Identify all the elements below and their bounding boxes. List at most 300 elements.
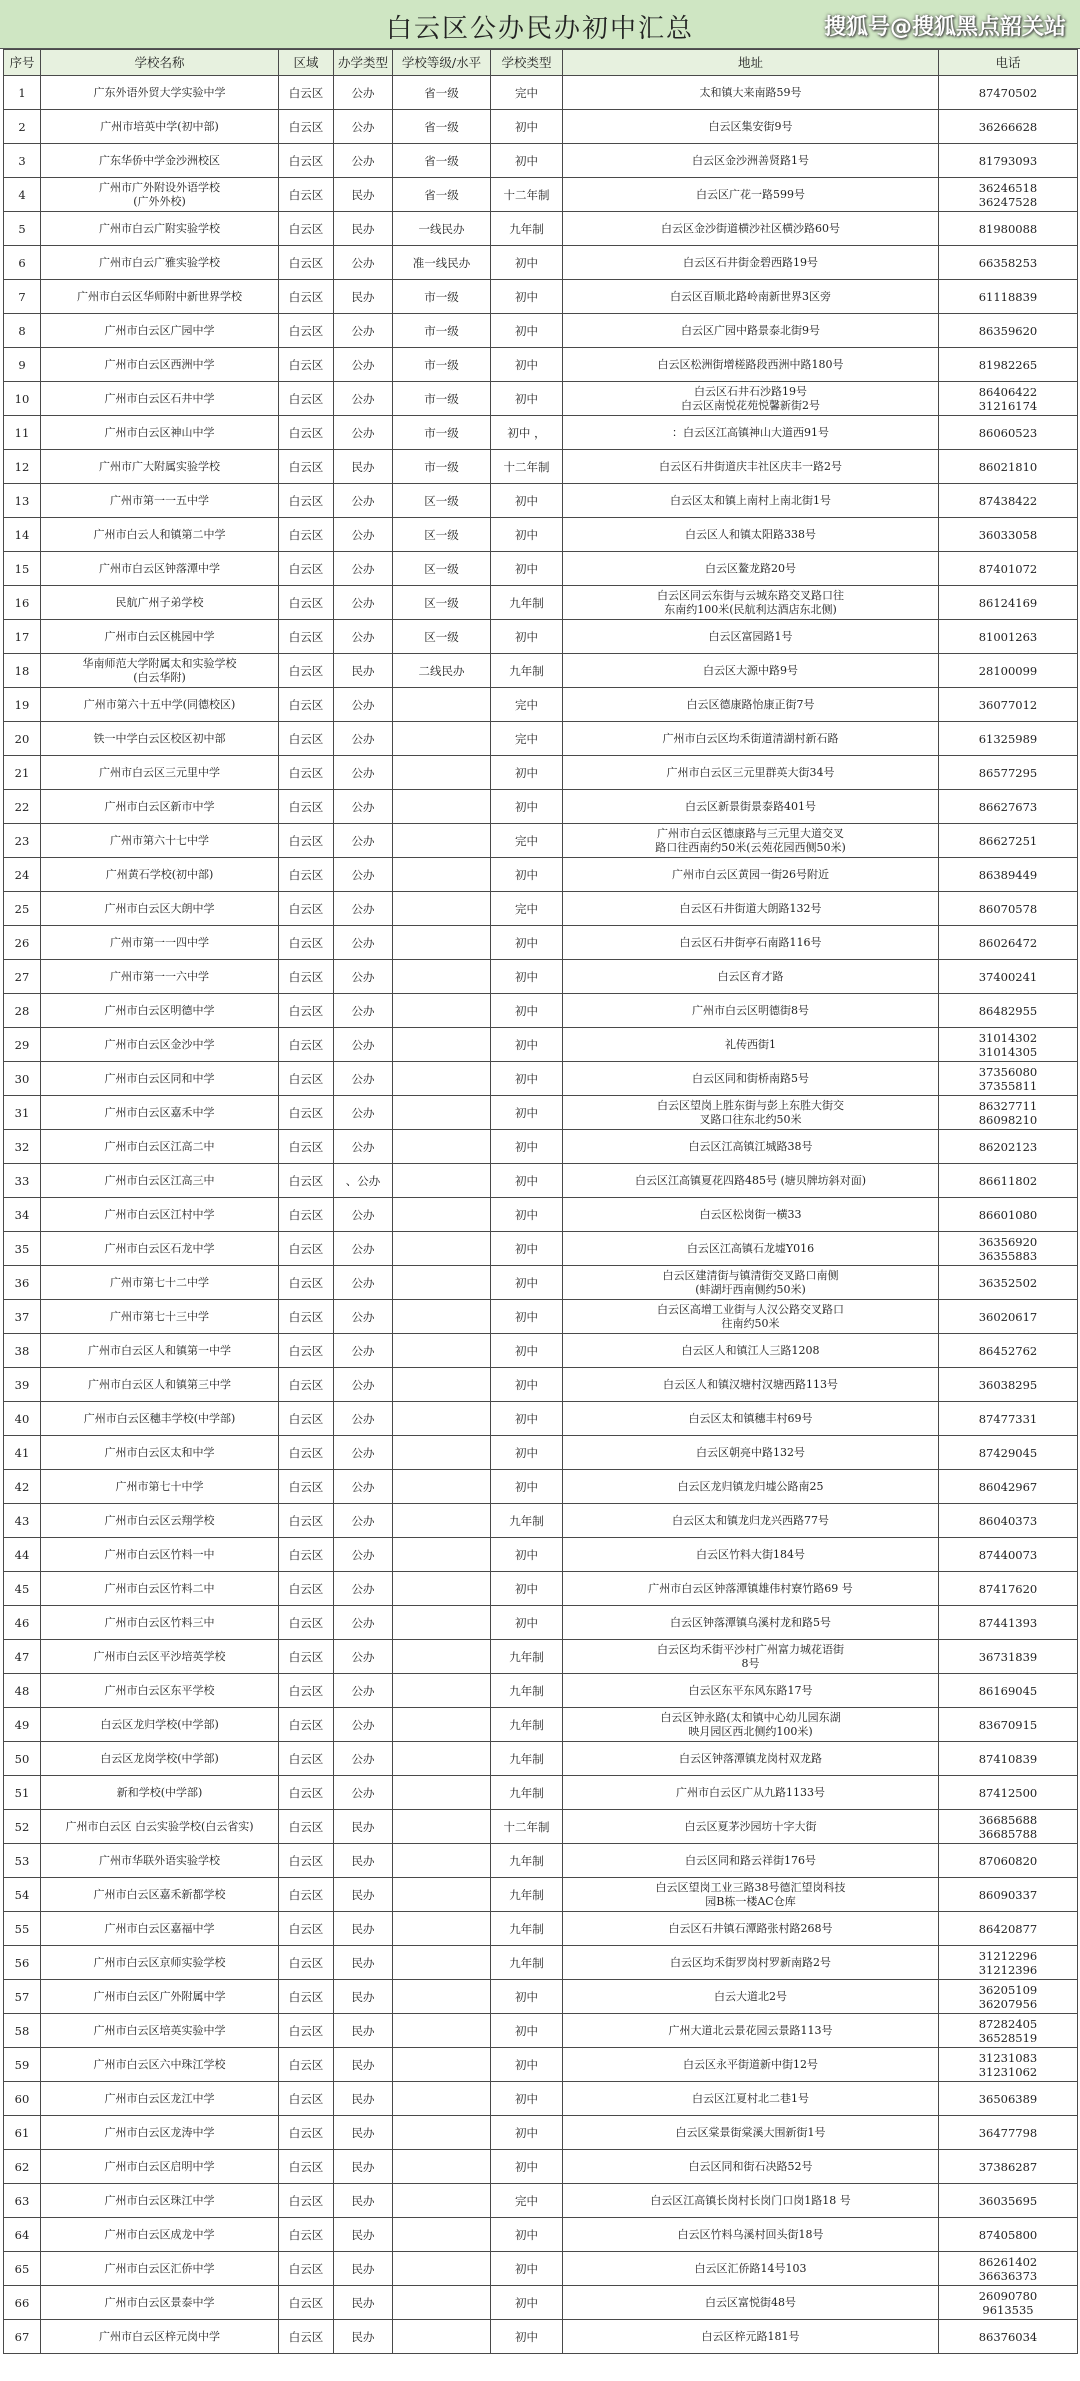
school-level: 市一级 xyxy=(393,348,491,382)
school-level: 市一级 xyxy=(393,450,491,484)
school-level xyxy=(393,960,491,994)
table-row xyxy=(4,1504,1078,1538)
row-index: 33 xyxy=(4,1164,41,1198)
row-index: 20 xyxy=(4,722,41,756)
row-index: 46 xyxy=(4,1606,41,1640)
school-type: 初中 xyxy=(491,1470,563,1504)
school-level xyxy=(393,2218,491,2252)
row-index: 25 xyxy=(4,892,41,926)
address: 白云区人和镇太阳路338号 xyxy=(563,518,939,552)
operation-type: 民办 xyxy=(334,2320,393,2354)
phone: 81982265 xyxy=(939,348,1078,382)
table-row xyxy=(4,2116,1078,2150)
school-type: 初中 xyxy=(491,1130,563,1164)
school-name: 广州市白云区江高二中 xyxy=(41,1130,279,1164)
table-row xyxy=(4,382,1078,416)
school-name: 广州市白云区金沙中学 xyxy=(41,1028,279,1062)
address: 白云区同和街桥南路5号 xyxy=(563,1062,939,1096)
school-name: 广州市白云区明德中学 xyxy=(41,994,279,1028)
district: 白云区 xyxy=(279,2150,334,2184)
address: 白云区江夏村北二巷1号 xyxy=(563,2082,939,2116)
operation-type: 公办 xyxy=(334,688,393,722)
row-index: 49 xyxy=(4,1708,41,1742)
address: 白云区大源中路9号 xyxy=(563,654,939,688)
school-name: 广东外语外贸大学实验中学 xyxy=(41,76,279,110)
school-type: 九年制 xyxy=(491,1708,563,1742)
school-type: 初中 xyxy=(491,314,563,348)
address: 白云区石井街金碧西路19号 xyxy=(563,246,939,280)
address: 太和镇大来南路59号 xyxy=(563,76,939,110)
table-row xyxy=(4,1028,1078,1062)
district: 白云区 xyxy=(279,280,334,314)
table-row xyxy=(4,2286,1078,2320)
school-type: 完中 xyxy=(491,2184,563,2218)
address: 白云区广园中路景泰北街9号 xyxy=(563,314,939,348)
operation-type: 公办 xyxy=(334,110,393,144)
phone: 86611802 xyxy=(939,1164,1078,1198)
school-level xyxy=(393,1266,491,1300)
school-level xyxy=(393,1844,491,1878)
district: 白云区 xyxy=(279,1096,334,1130)
address: 白云区集安街9号 xyxy=(563,110,939,144)
school-type: 九年制 xyxy=(491,1640,563,1674)
phone: 86359620 xyxy=(939,314,1078,348)
school-level xyxy=(393,1572,491,1606)
district: 白云区 xyxy=(279,1300,334,1334)
school-type: 初中 xyxy=(491,1334,563,1368)
district: 白云区 xyxy=(279,586,334,620)
school-name: 广州市白云区华师附中新世界学校 xyxy=(41,280,279,314)
school-type: 九年制 xyxy=(491,1912,563,1946)
operation-type: 民办 xyxy=(334,2218,393,2252)
phone: 26090780 9613535 xyxy=(939,2286,1078,2320)
table-row xyxy=(4,2320,1078,2354)
school-level: 区一级 xyxy=(393,620,491,654)
table-row xyxy=(4,518,1078,552)
address: 广州市白云区明德街8号 xyxy=(563,994,939,1028)
table-row xyxy=(4,1878,1078,1912)
operation-type: 公办 xyxy=(334,416,393,450)
watermark: 搜狐号@搜狐黑点韶关站 xyxy=(823,15,1066,40)
operation-type: 公办 xyxy=(334,722,393,756)
school-type: 初中 xyxy=(491,1028,563,1062)
table-row xyxy=(4,892,1078,926)
phone: 61325989 xyxy=(939,722,1078,756)
phone: 81980088 xyxy=(939,212,1078,246)
operation-type: 公办 xyxy=(334,756,393,790)
school-name: 广州市白云区竹料一中 xyxy=(41,1538,279,1572)
address: 白云区同和街石决路52号 xyxy=(563,2150,939,2184)
header-level: 学校等级/水平 xyxy=(393,50,491,76)
school-level: 市一级 xyxy=(393,314,491,348)
address: 白云区钟落潭镇龙岗村双龙路 xyxy=(563,1742,939,1776)
school-name: 广州市白云区启明中学 xyxy=(41,2150,279,2184)
row-index: 38 xyxy=(4,1334,41,1368)
phone: 87470502 xyxy=(939,76,1078,110)
school-type: 初中 xyxy=(491,858,563,892)
operation-type: 公办 xyxy=(334,314,393,348)
district: 白云区 xyxy=(279,450,334,484)
row-index: 19 xyxy=(4,688,41,722)
operation-type: 民办 xyxy=(334,1980,393,2014)
row-index: 59 xyxy=(4,2048,41,2082)
school-level xyxy=(393,722,491,756)
row-index: 61 xyxy=(4,2116,41,2150)
phone: 36035695 xyxy=(939,2184,1078,2218)
school-level: 区一级 xyxy=(393,586,491,620)
operation-type: 公办 xyxy=(334,76,393,110)
table-row xyxy=(4,1946,1078,1980)
school-level: 市一级 xyxy=(393,416,491,450)
row-index: 62 xyxy=(4,2150,41,2184)
address: 白云区富悦街48号 xyxy=(563,2286,939,2320)
school-level xyxy=(393,1232,491,1266)
table-row xyxy=(4,1062,1078,1096)
district: 白云区 xyxy=(279,1334,334,1368)
address: 白云区江高镇长岗村长岗门口岗1路18 号 xyxy=(563,2184,939,2218)
row-index: 42 xyxy=(4,1470,41,1504)
school-type: 初中 xyxy=(491,1572,563,1606)
school-name: 广州市广大附属实验学校 xyxy=(41,450,279,484)
district: 白云区 xyxy=(279,722,334,756)
address: 广州大道北云景花园云景路113号 xyxy=(563,2014,939,2048)
row-index: 66 xyxy=(4,2286,41,2320)
operation-type: 公办 xyxy=(334,1708,393,1742)
district: 白云区 xyxy=(279,2252,334,2286)
district: 白云区 xyxy=(279,484,334,518)
school-level xyxy=(393,926,491,960)
address: 广州市白云区德康路与三元里大道交叉 路口往西南约50米(云苑花园西侧50米) xyxy=(563,824,939,858)
phone: 86026472 xyxy=(939,926,1078,960)
address: 广州市白云区三元里群英大街34号 xyxy=(563,756,939,790)
school-level xyxy=(393,688,491,722)
address: 白云区石井街亭石南路116号 xyxy=(563,926,939,960)
district: 白云区 xyxy=(279,2048,334,2082)
school-type: 初中 xyxy=(491,1198,563,1232)
operation-type: 民办 xyxy=(334,450,393,484)
district: 白云区 xyxy=(279,1776,334,1810)
address: 白云区江高镇夏花四路485号 (塘贝牌坊斜对面) xyxy=(563,1164,939,1198)
school-name: 广州市白云区平沙培英学校 xyxy=(41,1640,279,1674)
operation-type: 民办 xyxy=(334,1810,393,1844)
operation-type: 民办 xyxy=(334,2184,393,2218)
address: 白云大道北2号 xyxy=(563,1980,939,2014)
table-row xyxy=(4,2048,1078,2082)
header-address: 地址 xyxy=(563,50,939,76)
address: 白云区钟落潭镇乌溪村龙和路5号 xyxy=(563,1606,939,1640)
school-type: 完中 xyxy=(491,688,563,722)
phone: 86021810 xyxy=(939,450,1078,484)
row-index: 65 xyxy=(4,2252,41,2286)
operation-type: 公办 xyxy=(334,994,393,1028)
school-type: 初中 xyxy=(491,2048,563,2082)
address: 广州市白云区广从九路1133号 xyxy=(563,1776,939,1810)
school-name: 广州市白云区江村中学 xyxy=(41,1198,279,1232)
district: 白云区 xyxy=(279,994,334,1028)
district: 白云区 xyxy=(279,1470,334,1504)
school-type: 九年制 xyxy=(491,1674,563,1708)
district: 白云区 xyxy=(279,1436,334,1470)
school-name: 广州市白云区珠江中学 xyxy=(41,2184,279,2218)
phone: 31212296 31212396 xyxy=(939,1946,1078,1980)
address: 白云区均禾街罗岗村罗新南路2号 xyxy=(563,1946,939,1980)
operation-type: 公办 xyxy=(334,1368,393,1402)
operation-type: 公办 xyxy=(334,518,393,552)
school-name: 广州市白云区嘉福中学 xyxy=(41,1912,279,1946)
school-level xyxy=(393,1130,491,1164)
phone: 36205109 36207956 xyxy=(939,1980,1078,2014)
operation-type: 、公办 xyxy=(334,1164,393,1198)
phone: 86376034 xyxy=(939,2320,1078,2354)
phone: 86452762 xyxy=(939,1334,1078,1368)
phone: 86577295 xyxy=(939,756,1078,790)
school-level xyxy=(393,1912,491,1946)
address: 白云区汇侨路14号103 xyxy=(563,2252,939,2286)
district: 白云区 xyxy=(279,76,334,110)
school-name: 广州市白云区成龙中学 xyxy=(41,2218,279,2252)
district: 白云区 xyxy=(279,212,334,246)
district: 白云区 xyxy=(279,2320,334,2354)
school-level xyxy=(393,1776,491,1810)
school-level xyxy=(393,1708,491,1742)
phone: 83670915 xyxy=(939,1708,1078,1742)
district: 白云区 xyxy=(279,1912,334,1946)
operation-type: 公办 xyxy=(334,858,393,892)
school-name: 广州市白云区汇侨中学 xyxy=(41,2252,279,2286)
school-type: 十二年制 xyxy=(491,1810,563,1844)
school-name: 广州市白云区东平学校 xyxy=(41,1674,279,1708)
school-name: 广州市白云区培英实验中学 xyxy=(41,2014,279,2048)
table-row xyxy=(4,756,1078,790)
address: 白云区望岗上胜东街与彭上东胜大街交 叉路口往东北约50米 xyxy=(563,1096,939,1130)
operation-type: 公办 xyxy=(334,1504,393,1538)
school-name: 广州市第六十七中学 xyxy=(41,824,279,858)
school-name: 广州市白云广雅实验学校 xyxy=(41,246,279,280)
school-table xyxy=(3,49,1078,2354)
row-index: 5 xyxy=(4,212,41,246)
address: 白云区夏茅沙园坊十字大街 xyxy=(563,1810,939,1844)
school-type: 完中 xyxy=(491,76,563,110)
row-index: 41 xyxy=(4,1436,41,1470)
school-name: 广州市白云区广园中学 xyxy=(41,314,279,348)
phone: 86202123 xyxy=(939,1130,1078,1164)
operation-type: 公办 xyxy=(334,144,393,178)
table-row xyxy=(4,178,1078,212)
table-row xyxy=(4,552,1078,586)
operation-type: 民办 xyxy=(334,178,393,212)
school-type: 初中 ， xyxy=(491,416,563,450)
phone: 36077012 xyxy=(939,688,1078,722)
school-level: 省一级 xyxy=(393,178,491,212)
row-index: 6 xyxy=(4,246,41,280)
district: 白云区 xyxy=(279,2116,334,2150)
row-index: 29 xyxy=(4,1028,41,1062)
district: 白云区 xyxy=(279,1844,334,1878)
table-row xyxy=(4,586,1078,620)
address: 白云区广花一路599号 xyxy=(563,178,939,212)
school-name: 广州市华联外语实验学校 xyxy=(41,1844,279,1878)
phone: 31231083 31231062 xyxy=(939,2048,1078,2082)
address: 白云区江高镇石龙墟Y016 xyxy=(563,1232,939,1266)
row-index: 63 xyxy=(4,2184,41,2218)
phone: 86389449 xyxy=(939,858,1078,892)
school-level xyxy=(393,2320,491,2354)
operation-type: 民办 xyxy=(334,654,393,688)
table-row xyxy=(4,1708,1078,1742)
school-name: 白云区龙归学校(中学部) xyxy=(41,1708,279,1742)
address: 白云区石井街道庆丰社区庆丰一路2号 xyxy=(563,450,939,484)
district: 白云区 xyxy=(279,1742,334,1776)
district: 白云区 xyxy=(279,110,334,144)
school-type: 初中 xyxy=(491,1062,563,1096)
row-index: 16 xyxy=(4,586,41,620)
operation-type: 民办 xyxy=(334,1912,393,1946)
row-index: 60 xyxy=(4,2082,41,2116)
school-name: 广州市白云区同和中学 xyxy=(41,1062,279,1096)
school-level xyxy=(393,1436,491,1470)
school-type: 完中 xyxy=(491,824,563,858)
school-type: 初中 xyxy=(491,246,563,280)
phone: 87405800 xyxy=(939,2218,1078,2252)
phone: 86169045 xyxy=(939,1674,1078,1708)
address: 白云区钟永路(太和镇中心幼儿园东湖 映月园区西北侧约100米) xyxy=(563,1708,939,1742)
district: 白云区 xyxy=(279,1130,334,1164)
school-type: 初中 xyxy=(491,144,563,178)
address: 白云区均禾街平沙村广州富力城花语街 8号 xyxy=(563,1640,939,1674)
school-name: 广州市白云区太和中学 xyxy=(41,1436,279,1470)
school-name: 广州市白云区钟落潭中学 xyxy=(41,552,279,586)
phone: 37386287 xyxy=(939,2150,1078,2184)
header-type: 办学类型 xyxy=(334,50,393,76)
operation-type: 公办 xyxy=(334,790,393,824)
table-row xyxy=(4,2150,1078,2184)
phone: 87412500 xyxy=(939,1776,1078,1810)
district: 白云区 xyxy=(279,1368,334,1402)
address: 广州市白云区黄园一街26号附近 xyxy=(563,858,939,892)
row-index: 26 xyxy=(4,926,41,960)
school-name: 广州市白云区石龙中学 xyxy=(41,1232,279,1266)
row-index: 64 xyxy=(4,2218,41,2252)
school-name: 广州市第一一五中学 xyxy=(41,484,279,518)
row-index: 12 xyxy=(4,450,41,484)
row-index: 4 xyxy=(4,178,41,212)
school-level xyxy=(393,756,491,790)
phone: 87282405 36528519 xyxy=(939,2014,1078,2048)
district: 白云区 xyxy=(279,960,334,994)
school-name: 民航广州子弟学校 xyxy=(41,586,279,620)
row-index: 9 xyxy=(4,348,41,382)
operation-type: 公办 xyxy=(334,1538,393,1572)
school-type: 初中 xyxy=(491,2218,563,2252)
phone: 87401072 xyxy=(939,552,1078,586)
row-index: 55 xyxy=(4,1912,41,1946)
school-name: 广州市第一一六中学 xyxy=(41,960,279,994)
address: 白云区金沙街道横沙社区横沙路60号 xyxy=(563,212,939,246)
address: 白云区棠景街棠溪大围新街1号 xyxy=(563,2116,939,2150)
table-row xyxy=(4,858,1078,892)
table-row xyxy=(4,722,1078,756)
school-level xyxy=(393,824,491,858)
row-index: 52 xyxy=(4,1810,41,1844)
school-level xyxy=(393,2048,491,2082)
operation-type: 公办 xyxy=(334,1674,393,1708)
school-level xyxy=(393,1538,491,1572)
school-level xyxy=(393,1096,491,1130)
phone: 87477331 xyxy=(939,1402,1078,1436)
row-index: 13 xyxy=(4,484,41,518)
row-index: 43 xyxy=(4,1504,41,1538)
school-level xyxy=(393,2252,491,2286)
address: 白云区人和镇江人三路1208 xyxy=(563,1334,939,1368)
phone: 86601080 xyxy=(939,1198,1078,1232)
district: 白云区 xyxy=(279,416,334,450)
district: 白云区 xyxy=(279,858,334,892)
district: 白云区 xyxy=(279,1640,334,1674)
phone: 86406422 31216174 xyxy=(939,382,1078,416)
school-level xyxy=(393,1674,491,1708)
row-index: 28 xyxy=(4,994,41,1028)
operation-type: 公办 xyxy=(334,1096,393,1130)
school-name: 广州市白云区竹料二中 xyxy=(41,1572,279,1606)
school-name: 广州市白云区景泰中学 xyxy=(41,2286,279,2320)
address: 白云区梓元路181号 xyxy=(563,2320,939,2354)
table-row xyxy=(4,790,1078,824)
phone: 86060523 xyxy=(939,416,1078,450)
operation-type: 公办 xyxy=(334,1028,393,1062)
school-name: 广州市第一一四中学 xyxy=(41,926,279,960)
operation-type: 公办 xyxy=(334,1198,393,1232)
address: 白云区太和镇龙归龙兴西路77号 xyxy=(563,1504,939,1538)
phone: 87417620 xyxy=(939,1572,1078,1606)
row-index: 40 xyxy=(4,1402,41,1436)
school-type: 初中 xyxy=(491,2082,563,2116)
school-level xyxy=(393,1028,491,1062)
phone: 81001263 xyxy=(939,620,1078,654)
school-type: 初中 xyxy=(491,1164,563,1198)
row-index: 14 xyxy=(4,518,41,552)
school-name: 广州市白云人和镇第二中学 xyxy=(41,518,279,552)
school-type: 初中 xyxy=(491,484,563,518)
table-row xyxy=(4,1776,1078,1810)
school-type: 初中 xyxy=(491,2150,563,2184)
phone: 86482955 xyxy=(939,994,1078,1028)
table-row xyxy=(4,2184,1078,2218)
district: 白云区 xyxy=(279,1708,334,1742)
table-row xyxy=(4,2014,1078,2048)
address: 白云区东平东风东路17号 xyxy=(563,1674,939,1708)
phone: 31014302 31014305 xyxy=(939,1028,1078,1062)
operation-type: 民办 xyxy=(334,212,393,246)
phone: 37400241 xyxy=(939,960,1078,994)
operation-type: 公办 xyxy=(334,552,393,586)
school-level xyxy=(393,1504,491,1538)
phone: 87438422 xyxy=(939,484,1078,518)
school-type: 初中 xyxy=(491,2252,563,2286)
school-name: 广州市白云区人和镇第一中学 xyxy=(41,1334,279,1368)
school-name: 广州市白云区人和镇第三中学 xyxy=(41,1368,279,1402)
address: 白云区太和镇上南村上南北街1号 xyxy=(563,484,939,518)
row-index: 54 xyxy=(4,1878,41,1912)
school-name: 新和学校(中学部) xyxy=(41,1776,279,1810)
table-row xyxy=(4,280,1078,314)
school-level: 区一级 xyxy=(393,518,491,552)
school-name: 广州市白云区京师实验学校 xyxy=(41,1946,279,1980)
table-row xyxy=(4,1844,1078,1878)
row-index: 31 xyxy=(4,1096,41,1130)
school-name: 广州市白云区龙江中学 xyxy=(41,2082,279,2116)
address: 白云区同和路云祥街176号 xyxy=(563,1844,939,1878)
school-level: 省一级 xyxy=(393,110,491,144)
